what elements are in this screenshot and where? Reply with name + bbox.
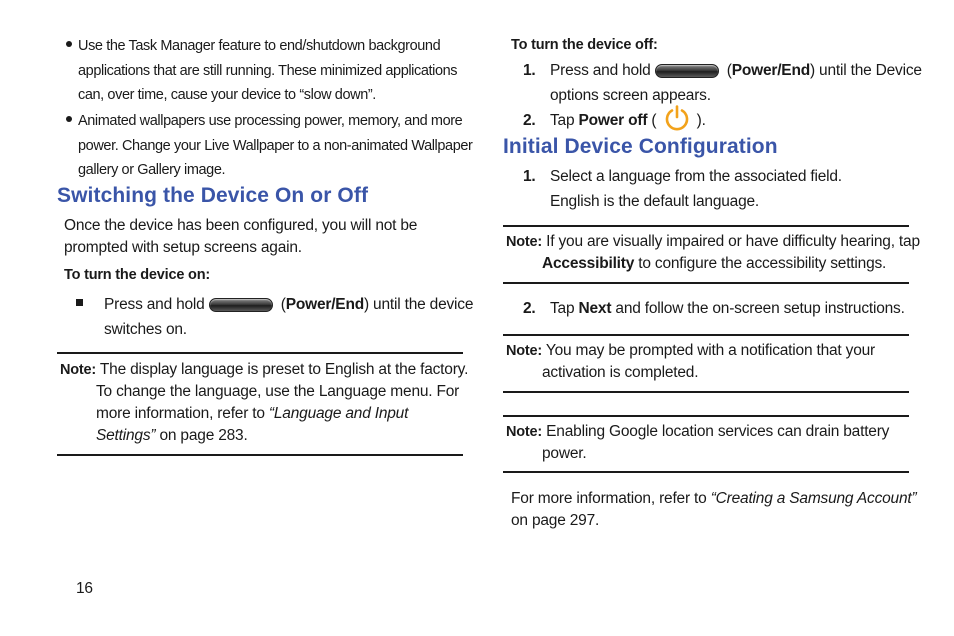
text-run: ).: [696, 112, 706, 130]
text-line: power. Change your Live Wallpaper to a non-animated Wallpaper: [78, 137, 473, 154]
button-name: Next: [578, 300, 612, 317]
note-block: [60, 359, 468, 447]
text-run: Tap: [550, 300, 579, 317]
bullet-paragraph: [78, 109, 472, 183]
text-line: Use the Task Manager feature to end/shutdown background: [78, 38, 441, 54]
note-block: [506, 231, 920, 275]
power-key-icon: [655, 64, 719, 78]
text-run: If you are visually impaired or have difficulty hearing, tap: [546, 233, 920, 250]
note-top-rule: [57, 352, 463, 354]
procedure-step: [523, 298, 905, 320]
text-run: ) until the Device: [809, 62, 922, 79]
key-name: Power/End: [731, 62, 810, 79]
power-icon: [663, 104, 691, 132]
procedure-title: To turn the device on:: [64, 267, 210, 283]
section-heading: Initial Device Configuration: [503, 135, 778, 158]
note-bottom-rule: [503, 391, 909, 393]
note-label: Note:: [60, 362, 97, 378]
note-label: Note:: [506, 424, 543, 440]
text-run: Press and hold: [104, 296, 205, 313]
note-top-rule: [503, 415, 909, 417]
text-line: applications that are still running. These minimized applications: [78, 62, 458, 79]
text-run: (: [726, 62, 732, 79]
text-run: (: [280, 296, 286, 313]
procedure-step: [523, 164, 842, 214]
note-top-rule: [503, 334, 909, 336]
text-line: To change the language, use the Language menu. For: [96, 383, 460, 400]
more-info-paragraph: [511, 488, 916, 532]
note-bottom-rule: [503, 282, 909, 284]
text-line: gallery or Gallery image.: [78, 162, 226, 178]
text-run: (: [647, 112, 657, 130]
step-line: [104, 292, 473, 317]
text-line: options screen appears.: [550, 87, 711, 104]
note-block: [506, 421, 889, 465]
text-line: English is the default language.: [550, 193, 760, 210]
text-line: Once the device has been configured, you will not be: [64, 217, 418, 234]
text-run: more information, refer to: [96, 405, 269, 422]
note-bottom-rule: [503, 471, 909, 473]
section-heading: Switching the Device On or Off: [57, 184, 369, 207]
step-number: 2.: [523, 300, 536, 317]
text-run: You may be prompted with a notification that your: [545, 342, 875, 359]
cross-reference: “Language and Input: [268, 405, 409, 422]
cross-reference: Settings”: [96, 427, 156, 444]
square-bullet-icon: [76, 299, 83, 306]
text-run: Tap: [550, 112, 579, 130]
page-number: 16: [76, 580, 93, 597]
intro-paragraph: [64, 215, 417, 259]
note-bottom-rule: [57, 454, 463, 456]
text-line: power.: [542, 445, 587, 462]
text-line: on page 297.: [511, 512, 600, 529]
procedure-step: [104, 292, 473, 342]
procedure-step: [523, 110, 706, 132]
text-run: Select a language from the associated field.: [550, 168, 842, 185]
bullet-paragraph: [78, 34, 457, 108]
power-key-icon: [209, 298, 273, 312]
step-number: 2.: [523, 112, 536, 130]
text-run: The display language is preset to English at the factory.: [99, 361, 469, 378]
text-line: prompted with setup screens again.: [64, 239, 302, 256]
bullet-dot-icon: [66, 41, 72, 47]
text-run: ) until the device: [363, 296, 474, 313]
text-run: on page 283.: [155, 427, 248, 444]
text-run: Enabling Google location services can drain battery: [546, 423, 890, 440]
note-top-rule: [503, 225, 909, 227]
cross-reference: “Creating a Samsung Account”: [710, 490, 917, 507]
step-number: 1.: [523, 168, 536, 185]
note-block: [506, 340, 875, 384]
text-run: and follow the on-screen setup instructions.: [611, 300, 905, 317]
text-line: Animated wallpapers use processing power, memory, and more: [78, 113, 463, 129]
text-run: to configure the accessibility settings.: [634, 255, 887, 272]
procedure-step: [523, 58, 922, 108]
key-name: Power off: [578, 112, 648, 130]
text-run: For more information, refer to: [511, 490, 711, 507]
text-line: activation is completed.: [542, 364, 699, 381]
note-label: Note:: [506, 343, 543, 359]
bullet-dot-icon: [66, 116, 72, 122]
menu-name: Accessibility: [542, 255, 635, 272]
text-run: Press and hold: [550, 62, 651, 79]
text-line: can, over time, cause your device to “slow down”.: [78, 87, 376, 103]
key-name: Power/End: [285, 296, 364, 313]
step-number: 1.: [523, 62, 536, 79]
note-label: Note:: [506, 234, 543, 250]
text-line: switches on.: [104, 321, 187, 338]
procedure-title: To turn the device off:: [511, 37, 658, 53]
